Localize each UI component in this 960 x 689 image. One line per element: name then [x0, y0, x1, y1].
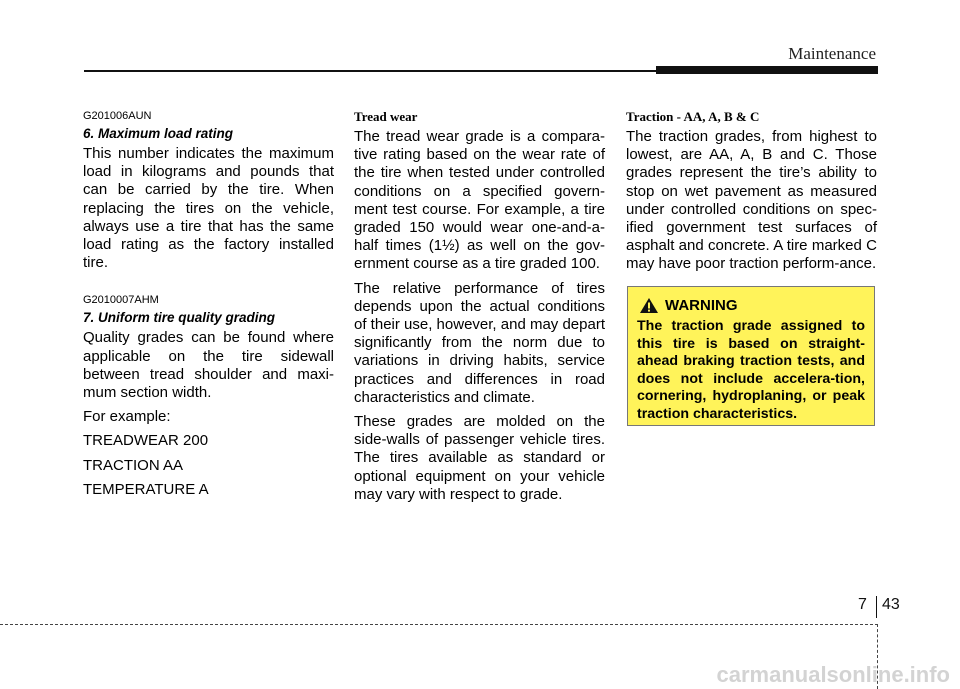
example-line: TRACTION AA	[83, 456, 184, 474]
warning-text: The traction grade assigned to this tire is based on straight-ahead braking traction tests, and does not include accelera-tion, cornering, hydroplaning, or peak traction characteristics.	[637, 318, 865, 422]
section-code: G2010007AHM	[83, 294, 159, 307]
heading-traction: Traction - AA, A, B & C	[626, 109, 760, 124]
warning-triangle-icon	[639, 297, 665, 314]
paragraph: The tread wear grade is a compara-tive rating based on the wear rate of the tire when tested under controlled conditions on a specified govern-ment test course. For example, a tire graded 150 would wear one-and-a-half times (1½) as well on the gov-ernment course as a tire graded 100.	[354, 128, 605, 273]
example-line: For example:	[83, 408, 171, 426]
page-number-separator	[876, 596, 877, 618]
column-right	[626, 110, 877, 280]
header-rule	[84, 70, 662, 72]
heading-max-load: 6. Maximum load rating	[83, 126, 234, 141]
paragraph: The traction grades, from highest to lowest, are AA, A, B and C. Those grades represent the tire’s ability to stop on wet pavement as measured under controlled conditions on spec-ified government test surfaces of asphalt and concrete. A tire marked C may have poor traction perform-ance.	[626, 128, 877, 273]
heading-tread-wear: Tread wear	[354, 109, 418, 124]
paragraph: These grades are molded on the side-walls of passenger vehicle tires. The tires available as standard or optional equipment on your vehicle may vary with respect to grade.	[354, 413, 605, 503]
paragraph: The relative performance of tires depends upon the actual conditions of their use, however, and may depart significantly from the norm due to variations in driving habits, service practices and differences in road characteristics and climate.	[354, 279, 605, 406]
paragraph: Quality grades can be found where applicable on the tire sidewall between tread shoulder and maxi-mum section width.	[83, 329, 334, 402]
footer-rule	[0, 624, 878, 625]
page-number: 43	[882, 596, 900, 613]
paragraph: This number indicates the maximum load in kilograms and pounds that can be carried by the tire. When replacing the tires on the vehicle, always use a tire that has the same load rating as the factory installed tire.	[83, 145, 334, 272]
warning-box	[627, 286, 875, 426]
header-rule-accent	[656, 66, 878, 74]
watermark: carmanualsonline.info	[716, 662, 950, 687]
example-line: TREADWEAR 200	[83, 432, 209, 450]
example-line: TEMPERATURE A	[83, 480, 209, 498]
column-middle	[354, 110, 605, 510]
section-title: Maintenance	[788, 44, 876, 63]
section-code: G201006AUN	[83, 110, 152, 122]
chapter-number: 7	[858, 596, 867, 613]
warning-title: WARNING	[665, 297, 738, 314]
heading-quality-grading: 7. Uniform tire quality grading	[83, 310, 276, 326]
warning-header	[639, 297, 865, 314]
column-left	[83, 110, 334, 505]
